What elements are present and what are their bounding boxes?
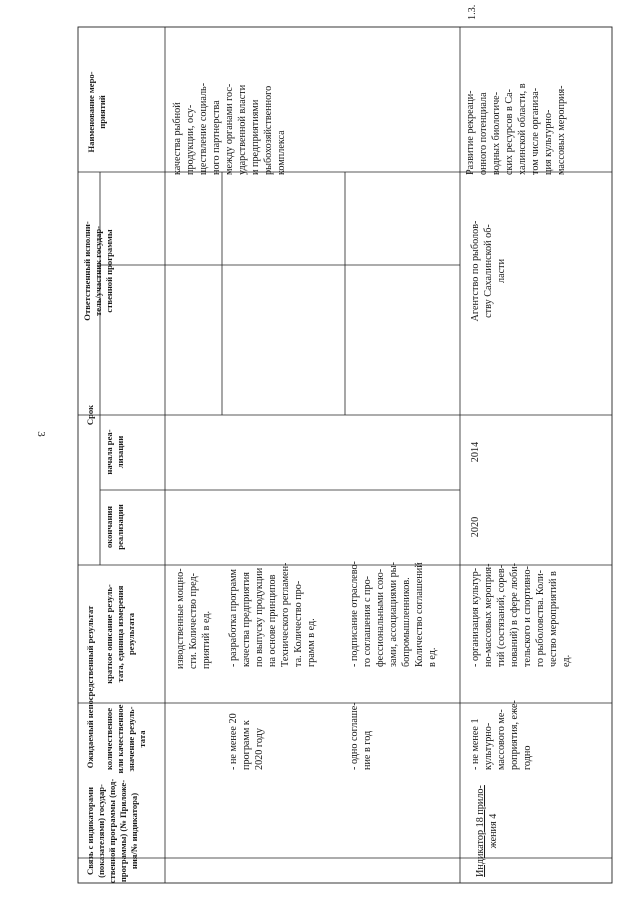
svg-text:изводственные мощно-: изводственные мощно- [175, 568, 186, 669]
svg-text:реализации: реализации [115, 504, 125, 550]
svg-text:водных биологиче-: водных биологиче- [491, 91, 502, 175]
svg-text:но-массовых мероприя-: но-массовых мероприя- [483, 563, 494, 667]
svg-text:культурно-: культурно- [483, 722, 494, 770]
svg-text:нований) в сфере люби-: нований) в сфере люби- [509, 562, 520, 667]
svg-text:приятий: приятий [97, 95, 107, 129]
svg-text:2020 году: 2020 году [254, 728, 265, 770]
svg-text:приятий в ед.: приятий в ед. [201, 610, 212, 669]
svg-text:или качественное: или качественное [115, 704, 125, 774]
svg-text:ного партнерства: ного партнерства [211, 100, 222, 175]
svg-text:ласти: ласти [496, 258, 507, 284]
svg-text:ственной программы (под-: ственной программы (под- [107, 778, 117, 884]
svg-text:та. Количество про-: та. Количество про- [293, 580, 304, 667]
svg-text:и предприятиями: и предприятиями [250, 99, 261, 175]
svg-text:результата: результата [126, 612, 136, 656]
svg-text:чество мероприятий в: чество мероприятий в [548, 571, 559, 667]
svg-text:сти. Количество пред-: сти. Количество пред- [188, 572, 199, 669]
svg-text:- подписание отраслево-: - подписание отраслево- [349, 561, 360, 667]
header-term-end [104, 504, 125, 549]
svg-text:в ед.: в ед. [427, 647, 438, 667]
svg-text:- не менее 1: - не менее 1 [470, 718, 481, 770]
svg-text:бопромышленников.: бопромышленников. [401, 577, 412, 667]
svg-text:ние в год: ние в год [362, 730, 373, 770]
svg-text:грамм в ед.: грамм в ед. [306, 618, 317, 667]
svg-text:качества рыбной: качества рыбной [172, 102, 183, 175]
row-number: 1.3. [467, 4, 478, 20]
svg-text:ед.: ед. [561, 654, 572, 667]
svg-text:рыбохозяйственного: рыбохозяйственного [263, 85, 274, 175]
svg-text:роприятия, еже-: роприятия, еже- [509, 700, 520, 770]
svg-text:тий (состязаний, сорев-: тий (состязаний, сорев- [496, 564, 507, 667]
row-13-end: 2020 [470, 516, 481, 538]
svg-text:го соглашения с про-: го соглашения с про- [362, 575, 373, 667]
header-responsible [82, 221, 114, 321]
svg-text:между органами гос-: между органами гос- [224, 83, 235, 175]
svg-text:- одно соглаше-: - одно соглаше- [349, 702, 360, 770]
svg-text:ственной программы: ственной программы [104, 229, 114, 313]
svg-text:тата: тата [137, 730, 147, 748]
svg-text:значение резуль-: значение резуль- [126, 706, 136, 772]
svg-text:зами, ассоциациями ры-: зами, ассоциациями ры- [388, 562, 399, 667]
svg-text:Развитие рекреаци-: Развитие рекреаци- [465, 90, 476, 175]
svg-text:ству Сахалинской об-: ству Сахалинской об- [483, 224, 494, 318]
svg-text:- разработка программ: - разработка программ [228, 569, 239, 667]
svg-text:ударственной власти: ударственной власти [237, 84, 248, 175]
svg-text:Наименование меро-: Наименование меро- [86, 71, 96, 153]
svg-text:Технического регламен-: Технического регламен- [280, 562, 291, 667]
header-expected: Ожидаемый непосредственный результат [85, 605, 95, 769]
svg-text:ния/№ индикатора): ния/№ индикатора) [129, 792, 139, 870]
svg-text:го рыболовства. Коли-: го рыболовства. Коли- [535, 569, 546, 667]
svg-text:краткое описание резуль-: краткое описание резуль- [104, 584, 114, 684]
svg-text:на основе принципов: на основе принципов [267, 574, 278, 667]
svg-text:комплекса: комплекса [276, 130, 287, 175]
svg-text:тата, единица измерения: тата, единица измерения [115, 585, 125, 683]
svg-text:Количество соглашений: Количество соглашений [414, 562, 425, 667]
svg-text:халинской области, в: халинской области, в [517, 83, 528, 175]
svg-text:начала реа-: начала реа- [104, 429, 114, 475]
svg-text:окончания: окончания [104, 505, 114, 549]
svg-text:программы) (№ Приложе-: программы) (№ Приложе- [118, 779, 128, 883]
header-term-start [104, 429, 125, 474]
svg-text:Индикатор 18 прило-: Индикатор 18 прило- [475, 785, 486, 877]
svg-text:годно: годно [522, 745, 533, 770]
header-indicators [85, 779, 139, 884]
svg-text:программ к: программ к [241, 720, 252, 770]
svg-text:количественное: количественное [104, 707, 114, 771]
svg-text:Связь с индикаторами: Связь с индикаторами [85, 787, 95, 875]
svg-text:массового ме-: массового ме- [496, 709, 507, 770]
svg-text:ществление социаль-: ществление социаль- [198, 82, 209, 175]
svg-text:продукции, осу-: продукции, осу- [185, 104, 196, 175]
svg-text:тельского и спортивно-: тельского и спортивно- [522, 566, 533, 667]
svg-text:качества предприятия: качества предприятия [241, 572, 252, 667]
svg-text:Агентство по рыболов-: Агентство по рыболов- [470, 220, 481, 322]
svg-text:том числе организа-: том числе организа- [530, 87, 541, 175]
page-number: 3 [35, 431, 47, 437]
svg-text:Ответственный исполни-: Ответственный исполни- [82, 221, 92, 321]
svg-text:лизации: лизации [115, 435, 125, 469]
row-13-start: 2014 [470, 441, 481, 463]
svg-text:онного потенциала: онного потенциала [478, 92, 489, 175]
svg-text:ция культурно-: ция культурно- [543, 109, 554, 175]
svg-text:- не менее 20: - не менее 20 [228, 713, 239, 770]
svg-text:ских ресурсов в Са-: ских ресурсов в Са- [504, 88, 515, 175]
svg-text:по выпуску продукции: по выпуску продукции [254, 567, 265, 667]
svg-text:тель/участник государ-: тель/участник государ- [93, 226, 103, 316]
svg-text:фессиональными сою-: фессиональными сою- [375, 568, 386, 667]
svg-text:- организация культур-: - организация культур- [470, 567, 481, 667]
svg-text:жения 4: жения 4 [488, 813, 499, 849]
svg-text:(показателями) государ-: (показателями) государ- [96, 784, 106, 878]
header-term: Срок [85, 404, 95, 426]
svg-text:массовых мероприя-: массовых мероприя- [556, 85, 567, 175]
